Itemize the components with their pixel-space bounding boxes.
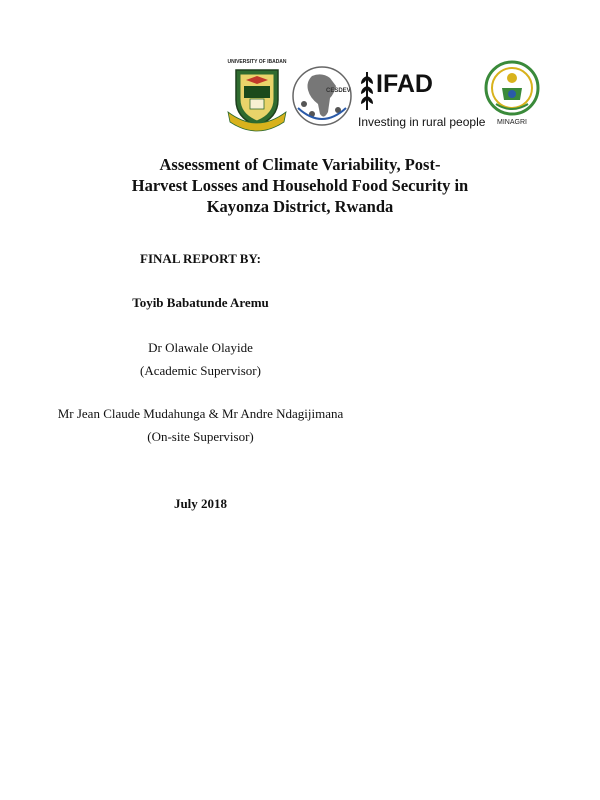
minagri-logo [484, 58, 540, 130]
author-name: Toyib Babatunde Aremu [132, 295, 269, 310]
report-date: July 2018 [173, 496, 228, 511]
title-line: Harvest Losses and Household Food Security in [131, 176, 469, 195]
onsite-supervisor-names: Mr Jean Claude Mudahunga & Mr Andre Ndagijimana [57, 406, 344, 421]
report-label: FINAL REPORT BY: [140, 251, 261, 266]
logo-row [224, 58, 554, 132]
academic-supervisor-role: (Academic Supervisor) [140, 363, 261, 378]
cesdev-logo [290, 64, 354, 128]
ifad-wordmark: IFAD [376, 70, 433, 98]
university-logo [226, 60, 288, 132]
minagri-logo-text: MINAGRI [497, 119, 527, 126]
academic-supervisor-name: Dr Olawale Olayide [148, 340, 253, 355]
report-title [63, 154, 537, 217]
university-logo-text: UNIVERSITY OF IBADAN [227, 59, 287, 65]
cesdev-africa-map-icon [290, 64, 354, 128]
ifad-wheat-icon [358, 68, 376, 112]
university-of-ibadan-crest-icon [226, 60, 288, 132]
title-line: Assessment of Climate Variability, Post- [159, 155, 441, 174]
ifad-logo [358, 66, 486, 132]
onsite-supervisor-role: (On-site Supervisor) [147, 429, 254, 444]
cesdev-logo-text: CESDEV [326, 88, 351, 94]
title-line: Kayonza District, Rwanda [206, 197, 394, 216]
ifad-tagline: Investing in rural people [358, 115, 486, 129]
rwanda-coat-of-arms-icon [484, 58, 540, 118]
